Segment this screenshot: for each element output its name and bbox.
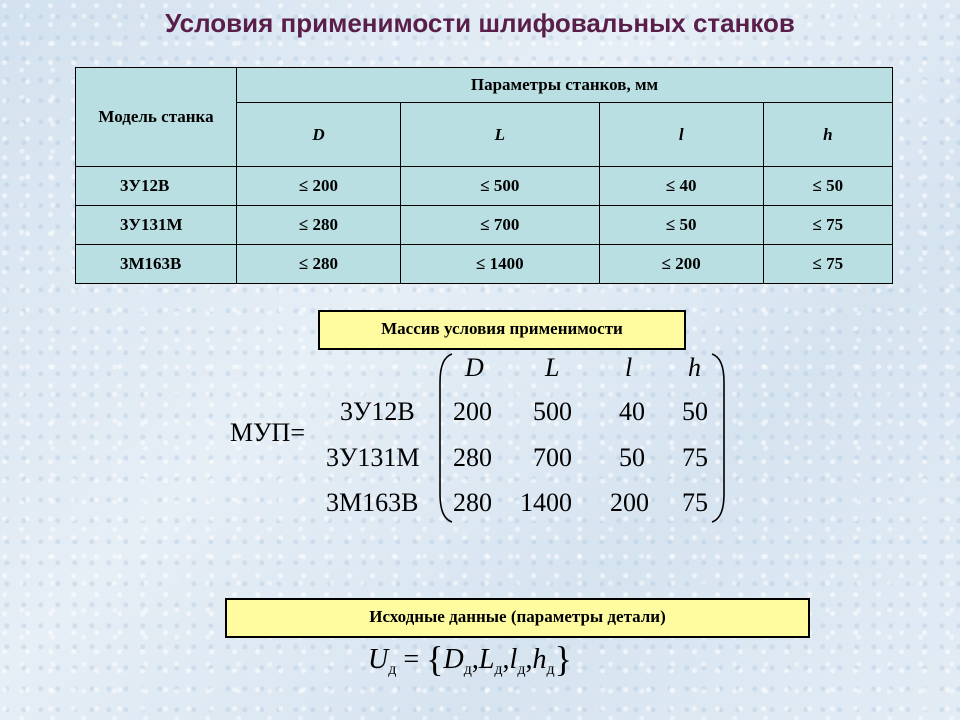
value-cell: ≤ 500	[400, 167, 599, 206]
matrix-value: 75	[682, 488, 708, 517]
parameters-group-header: Параметры станков, мм	[237, 68, 893, 103]
model-cell: 3У131М	[76, 206, 237, 245]
matrix-row-model: 3М163В	[326, 488, 419, 517]
matrix-value: 700	[533, 443, 572, 472]
matrix-value: 75	[682, 443, 708, 472]
table-row	[76, 167, 893, 206]
table-row	[76, 245, 893, 284]
value-cell: ≤ 40	[599, 167, 763, 206]
input-data-label: Исходные данные (параметры детали)	[225, 598, 810, 638]
matrix-value: 280	[453, 443, 492, 472]
matrix-row-model: 3У131М	[326, 443, 420, 472]
model-cell: 3М163В	[76, 245, 237, 284]
model-header: Модель станка	[76, 68, 237, 167]
value-cell: ≤ 75	[763, 245, 892, 284]
slide-title: Условия применимости шлифовальных станков	[165, 8, 795, 38]
matrix-value: 500	[533, 397, 572, 426]
value-cell: ≤ 280	[237, 206, 401, 245]
matrix-row-model: 3У12В	[340, 397, 415, 426]
machine-parameters-table	[75, 67, 893, 284]
matrix-right-bracket	[708, 352, 728, 524]
value-cell: ≤ 200	[237, 167, 401, 206]
column-header-l: l	[599, 103, 763, 167]
column-header-D: D	[237, 103, 401, 167]
matrix-header-L: L	[545, 353, 560, 382]
matrix-value: 50	[682, 397, 708, 426]
value-cell: ≤ 1400	[400, 245, 599, 284]
value-cell: ≤ 280	[237, 245, 401, 284]
matrix-value: 40	[619, 397, 645, 426]
matrix-header-D: D	[465, 353, 484, 382]
matrix-value: 280	[453, 488, 492, 517]
matrix-label: МУП=	[230, 418, 305, 447]
matrix-header-l: l	[625, 353, 633, 382]
value-cell: ≤ 200	[599, 245, 763, 284]
value-cell: ≤ 50	[599, 206, 763, 245]
matrix-value: 1400	[520, 488, 572, 517]
value-cell: ≤ 700	[400, 206, 599, 245]
column-header-L: L	[400, 103, 599, 167]
matrix-value: 200	[610, 488, 649, 517]
value-cell: ≤ 75	[763, 206, 892, 245]
column-header-h: h	[763, 103, 892, 167]
model-cell: 3У12В	[76, 167, 237, 206]
matrix-header-h: h	[688, 353, 701, 382]
matrix-value: 50	[619, 443, 645, 472]
input-data-formula: $U_д = \{D_д,L_д,l_д,h_д\}$	[368, 639, 572, 679]
applicability-array-label: Массив условия применимости	[318, 310, 686, 350]
table-row	[76, 206, 893, 245]
value-cell: ≤ 50	[763, 167, 892, 206]
matrix-value: 200	[453, 397, 492, 426]
